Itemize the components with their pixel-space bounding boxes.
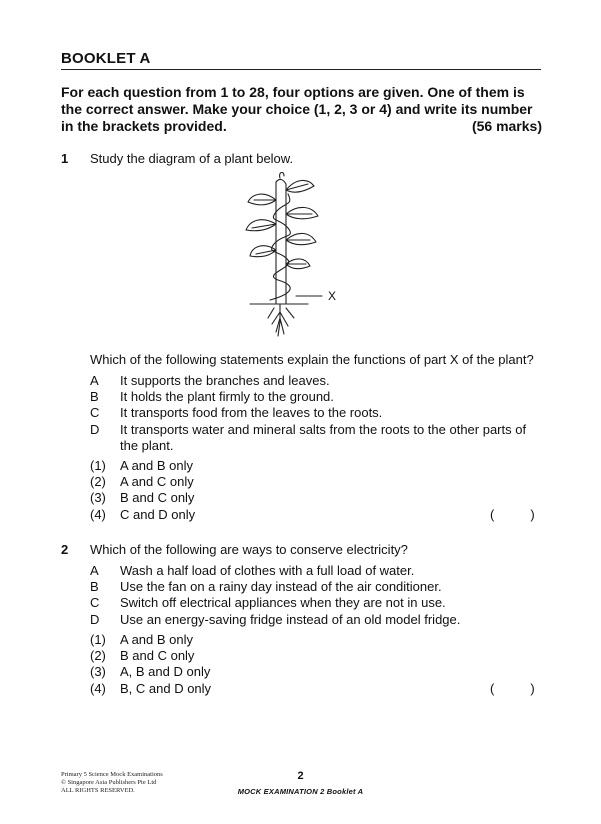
question-2-options <box>90 632 542 697</box>
option-text: A and B only <box>120 458 193 473</box>
title-divider <box>61 69 541 70</box>
question-1-prompt: Study the diagram of a plant below. <box>90 151 294 166</box>
option-text: A, B and D only <box>120 664 211 680</box>
option-row <box>90 648 542 664</box>
booklet-title: BOOKLET A <box>61 50 151 67</box>
page-number: 2 <box>297 770 304 782</box>
option-text: B and C only <box>120 648 195 664</box>
question-2-statements <box>90 563 542 628</box>
bracket-open: ( <box>490 681 495 696</box>
option-text: A and B only <box>120 632 193 647</box>
option-label: (1) <box>90 458 106 473</box>
instructions-line-3-text: in the brackets provided. <box>61 118 227 134</box>
vine-spiral <box>270 194 290 300</box>
statement-text: It supports the branches and leaves. <box>120 373 330 388</box>
bracket-close: ) <box>530 507 535 522</box>
question-1-number: 1 <box>61 151 69 166</box>
instructions <box>61 84 542 135</box>
statement-label: D <box>90 611 100 627</box>
instructions-line-3 <box>61 118 542 135</box>
footer-exam-title: MOCK EXAMINATION 2 Booklet A <box>237 787 364 796</box>
option-row <box>90 507 542 523</box>
option-label: (3) <box>90 490 106 506</box>
statement-text: Use an energy-saving fridge instead of an old model fridge. <box>120 611 461 627</box>
option-label: (1) <box>90 632 106 647</box>
option-row <box>90 681 542 697</box>
option-text: B, C and D only <box>120 680 212 696</box>
statement-row <box>90 595 542 611</box>
question-1-statements <box>90 373 542 454</box>
statement-row <box>90 405 542 421</box>
part-x-label: X <box>328 289 337 303</box>
statement-text: It transports water and mineral salts from the roots to the other parts of the plant. <box>120 421 527 453</box>
question-1-options <box>90 458 542 523</box>
option-label: (4) <box>90 506 106 522</box>
plant-stem <box>276 182 286 304</box>
option-row <box>90 490 542 506</box>
question-1-text: Which of the following statements explain the functions of part X of the plant? <box>90 352 534 367</box>
statement-text: Use the fan on a rainy day instead of the air conditioner. <box>120 579 442 595</box>
statement-label: A <box>90 563 99 578</box>
footer-line-2: © Singapore Asia Publishers Pte Ltd <box>61 779 157 787</box>
statement-label: C <box>90 595 100 611</box>
statement-text: Wash a half load of clothes with a full load of water. <box>120 563 415 578</box>
statement-text: It holds the plant firmly to the ground. <box>120 389 334 405</box>
statement-label: B <box>90 389 99 405</box>
statement-label: D <box>90 421 100 437</box>
option-text: C and D only <box>120 506 196 522</box>
plant-diagram <box>240 172 350 342</box>
statement-label: B <box>90 579 99 595</box>
statement-row <box>90 389 542 405</box>
statement-row <box>90 563 542 579</box>
option-label: (4) <box>90 680 106 696</box>
statement-text: It transports food from the leaves to the roots. <box>120 405 383 421</box>
statement-row <box>90 612 542 628</box>
question-2-number: 2 <box>61 542 69 557</box>
statement-row <box>90 422 542 454</box>
option-row <box>90 458 542 474</box>
option-row <box>90 632 542 648</box>
option-row <box>90 474 542 490</box>
instructions-line-2: the correct answer. Make your choice (1, 2, 3 or 4) and write its number <box>61 101 533 117</box>
bracket-close: ) <box>530 681 535 696</box>
statement-label: C <box>90 405 100 421</box>
statement-text: Switch off electrical appliances when they are not in use. <box>120 595 446 611</box>
option-text: B and C only <box>120 490 195 506</box>
option-row <box>90 664 542 680</box>
question-2-text: Which of the following are ways to conserve electricity? <box>90 542 408 557</box>
footer-line-1: Primary 5 Science Mock Examinations <box>61 771 163 778</box>
option-label: (2) <box>90 474 106 490</box>
statement-label: A <box>90 373 99 388</box>
plant-roots <box>268 304 294 336</box>
option-text: A and C only <box>120 474 194 490</box>
total-marks: (56 marks) <box>471 118 542 134</box>
footer-line-3: ALL RIGHTS RESERVED. <box>61 787 135 795</box>
option-label: (3) <box>90 664 106 680</box>
answer-bracket-1[interactable] <box>490 507 535 522</box>
statement-row <box>90 373 542 389</box>
answer-bracket-2[interactable] <box>490 681 535 696</box>
bracket-open: ( <box>490 507 495 522</box>
option-label: (2) <box>90 648 106 664</box>
instructions-line-1: For each question from 1 to 28, four options are given. One of them is <box>61 84 525 100</box>
statement-row <box>90 579 542 595</box>
